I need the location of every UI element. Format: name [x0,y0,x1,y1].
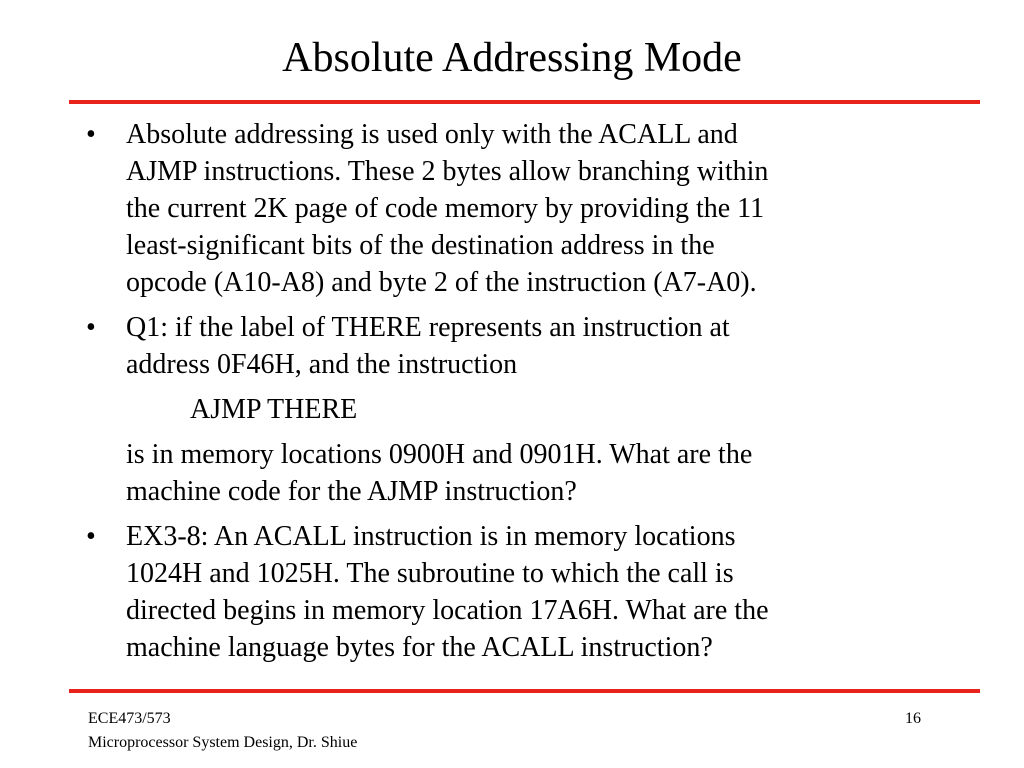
bullet-text-line: address 0F46H, and the instruction [126,349,518,380]
bullet-item-ex3-8 [82,518,962,666]
bullet-text-line: AJMP instructions. These 2 bytes allow branching within [126,156,769,187]
code-line [82,391,962,428]
bullet-icon: • [86,119,96,150]
bullet-text-line: Q1: if the label of THERE represents an instruction at [126,312,730,343]
bullet-icon: • [86,521,96,552]
bullet-item-q1 [82,309,962,383]
continuation-text-line: is in memory locations 0900H and 0901H. What are the [126,439,753,470]
bullet-text-line: machine language bytes for the ACALL instruction? [126,632,713,663]
footer-course-info [88,707,357,755]
slide-body [82,116,962,674]
bullet-text-line: opcode (A10-A8) and byte 2 of the instruction (A7-A0). [126,267,757,298]
bullet-text-line: Absolute addressing is used only with the ACALL and [126,119,738,150]
bullet-text-line: EX3-8: An ACALL instruction is in memory locations [126,521,736,552]
footer-course-title: Microprocessor System Design, Dr. Shiue [88,734,358,751]
q1-continuation [82,436,962,510]
bullet-icon: • [86,312,96,343]
top-divider [69,100,980,104]
bullet-text-line: directed begins in memory location 17A6H. What are the [126,595,769,626]
bottom-divider [69,689,980,693]
continuation-text-line: machine code for the AJMP instruction? [126,476,577,507]
bullet-text-line: 1024H and 1025H. The subroutine to which the call is [126,558,734,589]
bullet-text-line: least-significant bits of the destination address in the [126,230,715,261]
bullet-text-line: the current 2K page of code memory by providing the 11 [126,193,765,224]
page-number: 16 [905,710,921,727]
code-text: AJMP THERE [190,394,358,425]
bullet-item-absolute-addressing [82,116,962,301]
slide-title: Absolute Addressing Mode [282,35,742,81]
footer-course-code: ECE473/573 [88,710,171,727]
